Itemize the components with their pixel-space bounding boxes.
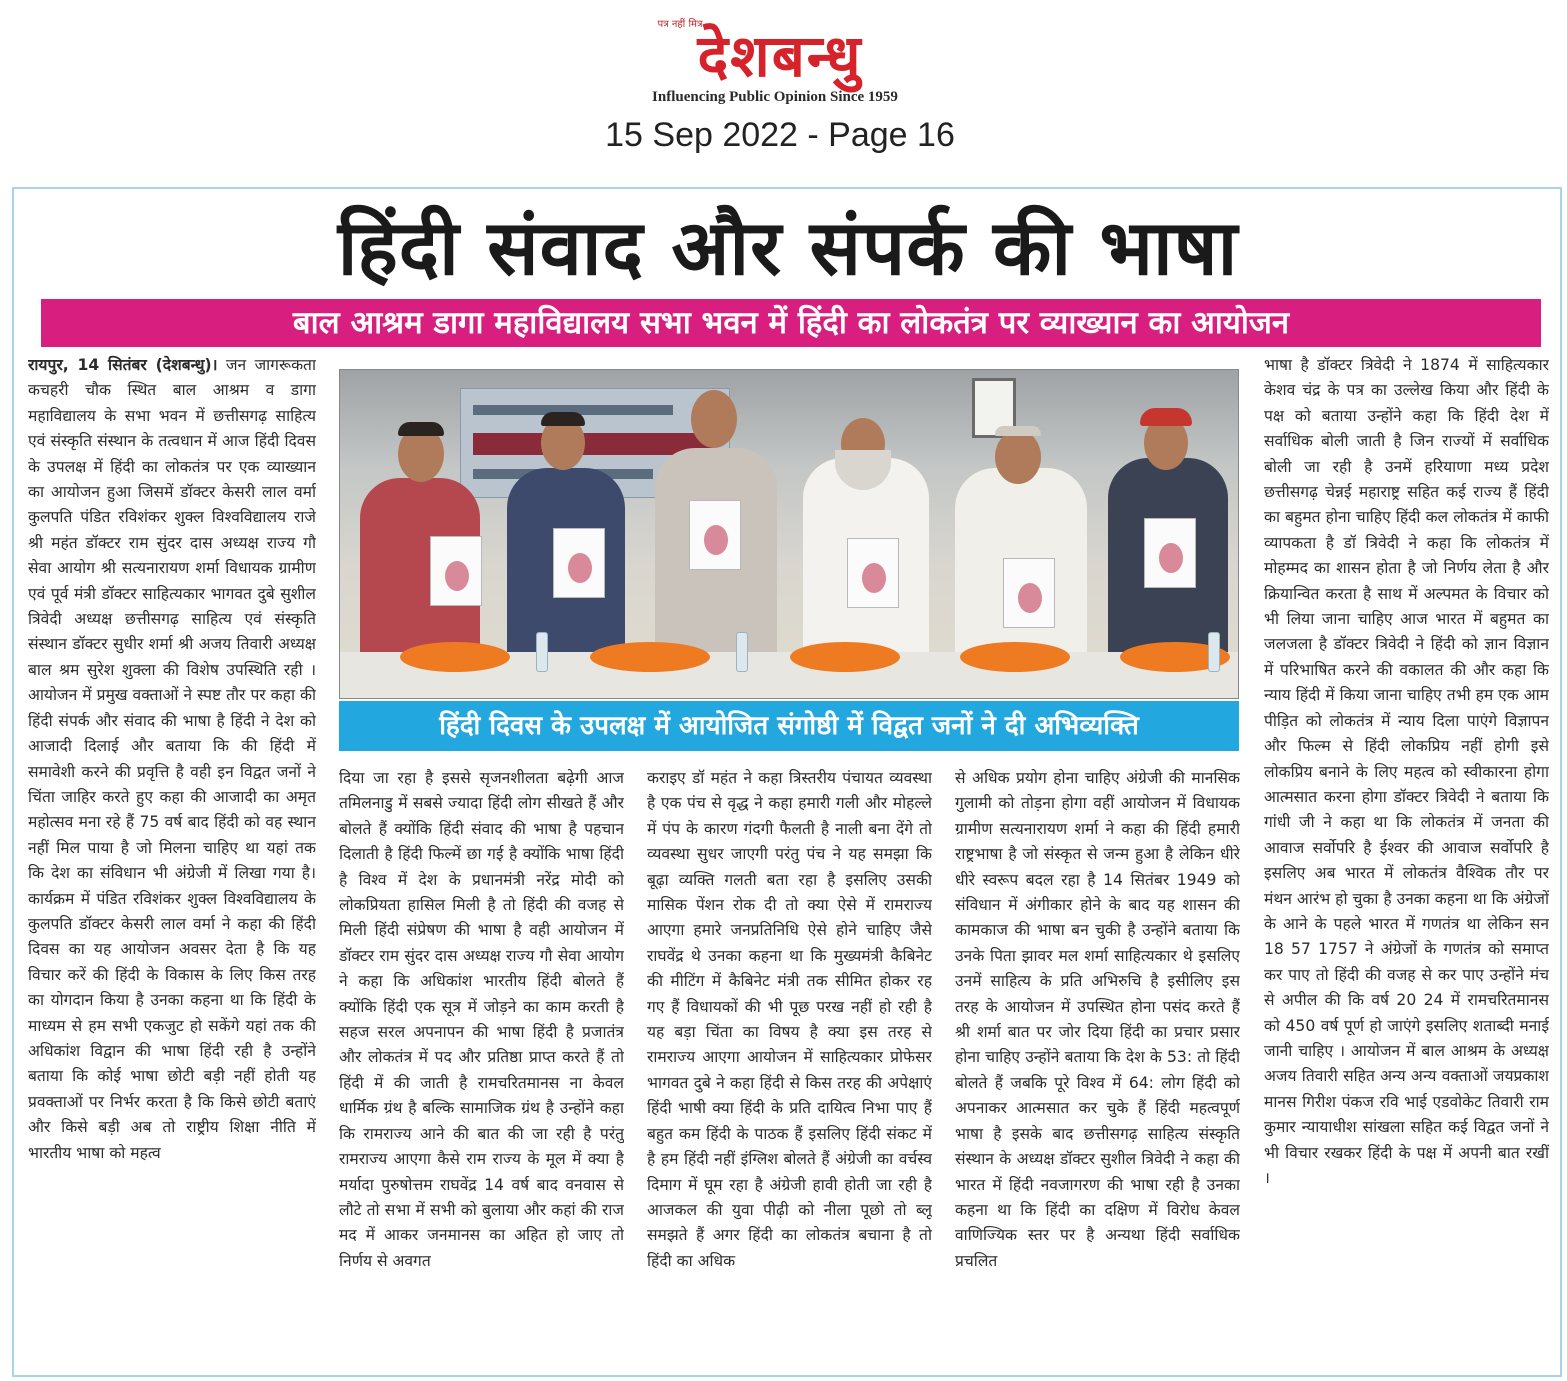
photo-caption: हिंदी दिवस के उपलक्ष में आयोजित संगोष्ठी में विद्वत जनों ने दी अभिव्यक्ति — [339, 701, 1239, 751]
edition-date-page: 15 Sep 2022 - Page 16 — [605, 116, 955, 154]
masthead-motto: पत्र नहीं मित्र — [657, 19, 703, 30]
article-column-3: कराइए डॉ महंत ने कहा त्रिस्तरीय पंचायत व्यवस्था है एक पंच से वृद्ध ने कहा हमारी गली और मोहल्ले में पंप के कारण गंदगी फैलती है नाली बना देंगे तो व्यवस्था सुधर जाएगी परंतु पंच ने यह समझा कि बूढ़ा व्यक्ति गलती बता रहा है इसलिए उसकी मासिक पेंशन रोक दी तो क्या ऐसे में रामराज्य आएगा हमारे जनप्रतिनिधि ऐसे होने चाहिए जैसे राघवेंद्र थे उनका कहना था कि मुख्यमंत्री कैबिनेट की मीटिंग में कैबिनेट मंत्री तक सीमित होकर रह गए हैं विधायकों की भी पूछ परख नहीं हो रही है यह बड़ा चिंता का विषय है क्या इस तरह से रामराज्य आएगा आयोजन में साहित्यकार प्रोफेसर भागवत दुबे ने कहा हिंदी से किस तरह की अपेक्षाएं हिंदी भाषी क्या हिंदी के प्रति दायित्व निभा पाए हैं बहुत कम हिंदी के पाठक हैं इसलिए हिंदी संकट में है हम हिंदी नहीं इंग्लिश बोलते हैं अंग्रेजी का वर्चस्व दिमाग में घूम रहा है अंग्रेजी हावी होती जा रही है आजकल की युवा पीढ़ी को नीला पूछो तो ब्लू समझते हैं अगर हिंदी का लोकतंत्र बचाना है तो हिंदी का अधिक — [647, 769, 932, 1270]
article-headline: हिंदी संवाद और संपर्क की भाषा — [337, 203, 1239, 292]
article-column-1 — [28, 353, 316, 1371]
water-bottle — [736, 632, 748, 672]
article-clipping — [12, 187, 1562, 1377]
newspaper-logo: देशबन्धु — [697, 22, 863, 90]
water-bottle — [1208, 632, 1220, 672]
water-bottle — [536, 632, 548, 672]
column-1-text: जन जागरूकता कचहरी चौक स्थित बाल आश्रम व डागा महाविद्यालय के सभा भवन में छत्तीसगढ़ साहित्य एवं संस्कृति संस्थान के तत्वधान में आज हिंदी दिवस के उपलक्ष में हिंदी का लोकतंत्र पर एक व्याख्यान का आयोजन हुआ जिसमें डॉक्टर केसरी लाल वर्मा कुलपति पंडित रविशंकर शुक्ल विश्वविद्यालय राजे श्री महंत डॉक्टर राम सुंदर दास अध्यक्ष राज्य गौ सेवा आयोग श्री सत्यनारायण शर्मा विधायक ग्रामीण एवं पूर्व मंत्री डॉक्टर साहित्यकार भागवत दुबे सुशील त्रिवेदी अध्यक्ष छत्तीसगढ़ साहित्य एवं संस्कृति संस्थान डॉक्टर सुधीर शर्मा श्री अजय तिवारी अध्यक्ष बाल श्रम सुरेश शुक्ला की विशेष उपस्थिति रही । आयोजन में प्रमुख वक्ताओं ने स्पष्ट तौर पर कहा की हिंदी संपर्क और संवाद की भाषा है हिंदी ने देश को आजादी दिलाई और बताया कि की हिंदी में समावेशी करने की प्रवृत्ति है वही इन विद्वत जनों ने चिंता जाहिर करते हुए कहा की आजादी का अमृत महोत्सव मना रहे हैं 75 वर्ष बाद हिंदी को वह स्थान नहीं मिल पाया है जो मिलना चाहिए था यहां तक कि देश का संविधान भी अंग्रेजी में लिखा गया है। कार्यक्रम में पंडित रविशंकर शुक्ल विश्वविद्यालय के कुलपति डॉक्टर केसरी लाल वर्मा ने कहा की हिंदी दिवस का यह आयोजन अवसर देता है कि यह विचार करें की हिंदी के विकास के लिए किस तरह का योगदान किया है उनका कहना था कि हिंदी के माध्यम से हम सभी एकजुट हो सकेंगे यहां तक की अधिकांश विद्वान की भाषा हिंदी रही है उन्होंने बताया कि कोई भाषा छोटी बड़ी नहीं होती यह प्रवक्ताओं पर निर्भर करता है कि किसे छोटी बताएं और किसे बड़ी अब तो राष्ट्रीय शिक्षा नीति में भारतीय भाषा को महत्व — [28, 356, 316, 1162]
flower-arrangement — [400, 642, 510, 672]
article-subheadline: बाल आश्रम डागा महाविद्यालय सभा भवन में हिंदी का लोकतंत्र पर व्याख्यान का आयोजन — [41, 299, 1541, 347]
masthead-tagline: Influencing Public Opinion Since 1959 — [652, 89, 898, 105]
flower-arrangement — [960, 642, 1070, 672]
event-photo — [339, 369, 1239, 699]
masthead — [0, 0, 1567, 175]
article-column-5: भाषा है डॉक्टर त्रिवेदी ने 1874 में साहित्यकार केशव चंद्र के पत्र का उल्लेख किया और हिंदी के पक्ष को बताया उन्होंने कहा कि हिंदी देश में सर्वाधिक बोली जाती है जिन राज्यों में सर्वाधिक बोली जा रही है उनमें हरियाणा मध्य प्रदेश छत्तीसगढ़ चेन्नई महाराष्ट्र सहित कई राज्य हैं हिंदी का बहुमत होना चाहिए हिंदी कल लोकतंत्र में काफी व्यापकता है डॉ त्रिवेदी ने कहा कि लोकतंत्र में मोहम्मद का शासन होता है जो निर्णय लेता है और क्रियान्वित करता है साथ में अल्पमत के विचार को भी लिया जाना चाहिए आज भारत में बहुमत का जलजला है डॉक्टर त्रिवेदी ने हिंदी को ज्ञान विज्ञान में परिभाषित करने की वकालत की और कहा कि न्याय हिंदी में किया जाना चाहिए तभी हम एक आम पीड़ित को लोकतंत्र में न्याय दिला पाएंगे विज्ञापन और फिल्म से हिंदी लोकप्रिय नहीं होगी इसे लोकप्रिय बनाने के लिए महत्व को स्वीकारना होगा आत्मसात करना होगा डॉक्टर त्रिवेदी ने बताया कि गांधी जी ने कहा था कि लोकतंत्र में जनता की आवाज सर्वोपरि है ईश्वर की आवाज सर्वोपरि है इसलिए अब भारत में लोकतंत्र वैश्विक तौर पर मंथन आरंभ हो चुका है उनका कहना था कि अंग्रेजों के आने के पहले भारत में गणतंत्र था लेकिन सन 18 57 1757 ने अंग्रेजों के गणतंत्र को समाप्त कर पाए तो हिंदी की वजह से कर पाए उन्होंने मंच से अपील की कि वर्ष 20 24 में रामचरितमानस को 450 वर्ष पूर्ण हो जाएंगे इसलिए शताब्दी मनाई जानी चाहिए । आयोजन में बाल आश्रम के अध्यक्ष अजय तिवारी सहित अन्य अन्य वक्ताओं जयप्रकाश मानस गिरीश पंकज रवि भाई एडवोकेट तिवारी राम कुमार न्यायाधीश सांखला सहित कई विद्वत जनों ने भी विचार रखकर हिंदी के पक्ष में अपनी बात रखीं । — [1264, 356, 1549, 1187]
article-column-4: से अधिक प्रयोग होना चाहिए अंग्रेजी की मानसिक गुलामी को तोड़ना होगा वहीं आयोजन में विधायक ग्रामीण सत्यनारायण शर्मा ने कहा की हिंदी हमारी राष्ट्रभाषा है जो संस्कृत से जन्म हुआ है लेकिन धीरे धीरे स्वरूप बदल रहा है 14 सितंबर 1949 को संविधान में अंगीकार होने के बाद यह शासन की कामकाज की भाषा बन चुकी है उन्होंने बताया कि उनके पिता झावर मल शर्मा साहित्यकार थे इसलिए उनमें साहित्य के प्रति अभिरुचि है इसीलिए इस तरह के आयोजन में उपस्थित होना पसंद करते हैं श्री शर्मा बात पर जोर दिया हिंदी का प्रचार प्रसार होना चाहिए उन्होंने बताया कि देश के 53: तो हिंदी बोलते हैं जबकि पूरे विश्व में 64: लोग हिंदी को अपनाकर आत्मसात कर चुके हैं हिंदी महत्वपूर्ण भाषा है इसके बाद छत्तीसगढ़ साहित्य संस्कृति संस्थान के अध्यक्ष डॉक्टर सुशील त्रिवेदी ने कहा की भारत में हिंदी नवजागरण की भाषा रही है उनका कहना था कि हिंदी का दक्षिण में विरोध केवल वाणिज्यिक स्तर पर है अन्यथा हिंदी सर्वाधिक प्रचलित — [955, 769, 1240, 1270]
flower-arrangement — [590, 642, 710, 672]
article-column-2: दिया जा रहा है इससे सृजनशीलता बढ़ेगी आज तमिलनाडु में सबसे ज्यादा हिंदी लोग सीखते हैं और बोलते हैं क्योंकि हिंदी संवाद की भाषा है पहचान दिलाती है हिंदी फिल्में छा गई है क्योंकि भाषा हिंदी है विश्व में देश के प्रधानमंत्री नरेंद्र मोदी को लोकप्रियता हासिल मिली है तो हिंदी की वजह से मिली हिंदी संप्रेषण की भाषा है वही आयोजन में डॉक्टर राम सुंदर दास अध्यक्ष राज्य गौ सेवा आयोग ने कहा कि अधिकांश भारतीय हिंदी बोलते हैं क्योंकि हिंदी एक सूत्र में जोड़ने का काम करती है सहज सरल अपनापन की भाषा हिंदी है प्रजातंत्र और लोकतंत्र में पद और प्रतिष्ठा प्राप्त करते हैं तो हिंदी में की जाती है रामचरितमानस ना केवल धार्मिक ग्रंथ है बल्कि सामाजिक ग्रंथ है उन्होंने कहा कि रामराज्य आने की बात की जा रही है परंतु रामराज्य आएगा कैसे राम राज्य के मूल में क्या है मर्यादा पुरुषोत्तम राघवेंद्र 14 वर्ष बाद वनवास से लौटे तो सभा में सभी को बुलाया और कहां की राज मद में आकर जनमानस का अहित हो जाए तो निर्णय से अवगत — [339, 769, 624, 1270]
flower-arrangement — [790, 642, 900, 672]
dateline: रायपुर, 14 सितंबर (देशबन्धु)। — [28, 356, 218, 374]
